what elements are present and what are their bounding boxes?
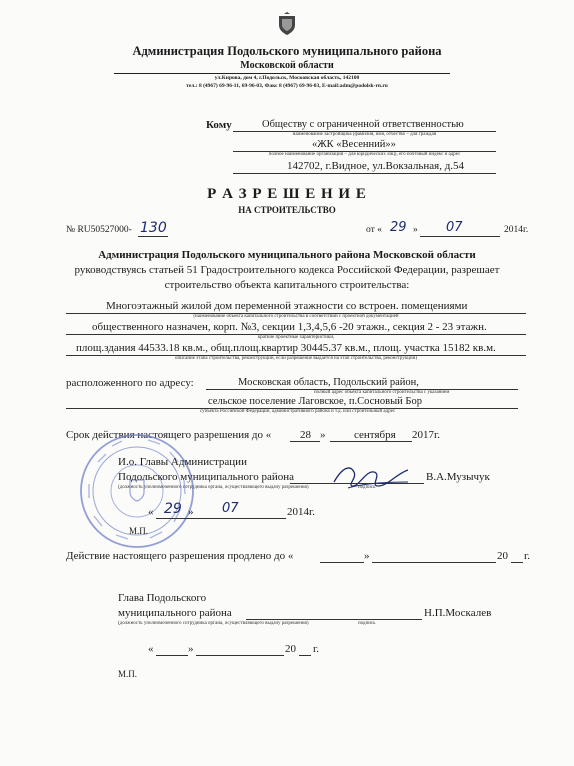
recipient-line-2: «ЖК «Весенний»» [312, 139, 396, 150]
org-address: ул.Кирова, дом 4, г.Подольск, Московская область, 142100 [214, 75, 360, 81]
signatory-year: 2014г. [287, 506, 316, 518]
location-label: расположенного по адресу: [66, 377, 194, 389]
extension-day-rule [320, 562, 364, 563]
head-day-rule [156, 655, 188, 656]
head-rule [246, 619, 422, 620]
permit-month: 07 [446, 220, 463, 235]
signatory-month: 07 [222, 501, 239, 516]
validity-month-rule [330, 441, 412, 442]
head-year-rule [299, 655, 311, 656]
extension-text: Действие настоящего разрешения продлено до « [66, 550, 294, 562]
handwritten-signature [330, 460, 414, 494]
permit-month-rule [420, 236, 500, 237]
object-hint-2: краткие проектные характеристики, [257, 335, 335, 340]
recipient-rule-3 [233, 173, 496, 174]
permit-number-rule [138, 236, 168, 237]
permit-year: 2014г. [504, 225, 529, 235]
header-rule [114, 73, 450, 74]
validity-day-rule [290, 441, 320, 442]
location-line-2: сельское поселение Лаговское, п.Сосновый Бор [208, 396, 422, 407]
to-label: Кому [206, 119, 232, 131]
head-end: г. [313, 643, 320, 655]
head-name: Н.П.Москалев [424, 607, 492, 619]
location-line-1: Московская область, Подольский район, [238, 377, 419, 388]
extension-year-rule [511, 562, 523, 563]
coat-of-arms-icon [276, 12, 298, 36]
body-text-1: руководствуясь статьей 51 Градостроительного кодекса Российской Федерации, разрешает [74, 264, 500, 276]
body-text-2: строительство объекта капитального строительства: [164, 279, 410, 291]
org-contacts: тел.: 8 (4967) 69-96-11, 69-96-03, Факс 8 (4967) 69-96-03, E-mail:adm@podolsk-rn.ru [186, 83, 388, 89]
recipient-hint-1: наименование застройщика (фамилия, имя, отчество – для граждан [292, 132, 437, 137]
object-line-2: общественного назначен, корп. №3, секции 1,3,4,5,6 -20 этажн., секция 2 - 23 этажн. [92, 321, 487, 333]
head-date-open: « [148, 643, 154, 655]
recipient-hint-2: полное наименование организации – для юридических лиц), его почтовый индекс и адрес [268, 152, 461, 157]
extension-year: 20 [497, 550, 508, 562]
head-position-1: Глава Подольского [118, 592, 207, 604]
location-hint-1: полный адрес объекта капитального строительства с указанием [314, 390, 450, 395]
permit-day: 29 [390, 220, 407, 235]
permit-date-prefix: от « [366, 225, 382, 235]
head-hint-sign: подпись [358, 621, 376, 626]
signatory-mp: М.П. [129, 526, 149, 536]
head-date-mid: » [188, 643, 194, 655]
document-title: Р А З Р Е Ш Е Н И Е [207, 186, 367, 202]
object-line-1: Многоэтажный жилой дом переменной этажности со встроен. помещениями [106, 300, 468, 312]
object-hint-1: (наименование объекта капитального строительства в соответствии с проектной документацией [193, 314, 399, 319]
head-mp: М.П. [118, 669, 138, 679]
validity-mid: » [320, 429, 326, 441]
permit-number: 130 [140, 220, 167, 236]
extension-mid: » [364, 550, 370, 562]
validity-day: 28 [300, 429, 311, 441]
org-region: Московской области [240, 60, 334, 71]
location-hint-2: субъекта Российской Федерации, административного района и т.д. или строительный адрес [200, 409, 396, 414]
validity-text: Срок действия настоящего разрешения до « [66, 429, 272, 441]
signatory-position-2: Подольского муниципального района [118, 471, 295, 483]
signatory-date-rule [156, 518, 286, 519]
head-year: 20 [285, 643, 296, 655]
signatory-day: 29 [164, 501, 182, 517]
signatory-name: В.А.Музычук [426, 471, 490, 483]
head-month-rule [196, 655, 284, 656]
signatory-hint-position: (должность уполномоченного сотрудника органа, осуществляющего выдачу разрешения) [118, 485, 309, 490]
signatory-position-1: И.о. Главы Администрации [118, 456, 247, 468]
validity-month: сентября [354, 429, 396, 441]
extension-month-rule [372, 562, 496, 563]
signatory-date-open: « [148, 506, 154, 518]
head-position-2: муниципального района [118, 607, 232, 619]
object-line-3: площ.здания 44533.18 кв.м., общ.площ.квартир 30445.37 кв.м., площ. участка 15182 кв.м. [76, 342, 496, 354]
document-subtitle: НА СТРОИТЕЛЬСТВО [238, 205, 336, 215]
head-hint-position: (должность уполномоченного сотрудника органа, осуществляющего выдачу разрешения) [118, 621, 309, 626]
recipient-line-3: 142702, г.Видное, ул.Вокзальная, д.54 [287, 160, 465, 172]
signatory-hint-sign: подпись [358, 485, 376, 490]
validity-year: 2017г. [412, 429, 441, 441]
issuer: Администрация Подольского муниципального района Московской области [98, 249, 476, 261]
object-hint-3: описание этапа строительства, реконструкции, если разрешение выдается на этап строительства, реконструкции) [175, 356, 417, 361]
signatory-date-mid: » [188, 506, 194, 518]
permit-date-mid: » [413, 225, 418, 235]
recipient-line-1: Обществу с ограниченной ответственностью [262, 119, 464, 130]
org-name: Администрация Подольского муниципального района [132, 44, 442, 58]
permit-number-prefix: № RU50527000- [66, 225, 132, 235]
extension-end: г. [524, 550, 531, 562]
